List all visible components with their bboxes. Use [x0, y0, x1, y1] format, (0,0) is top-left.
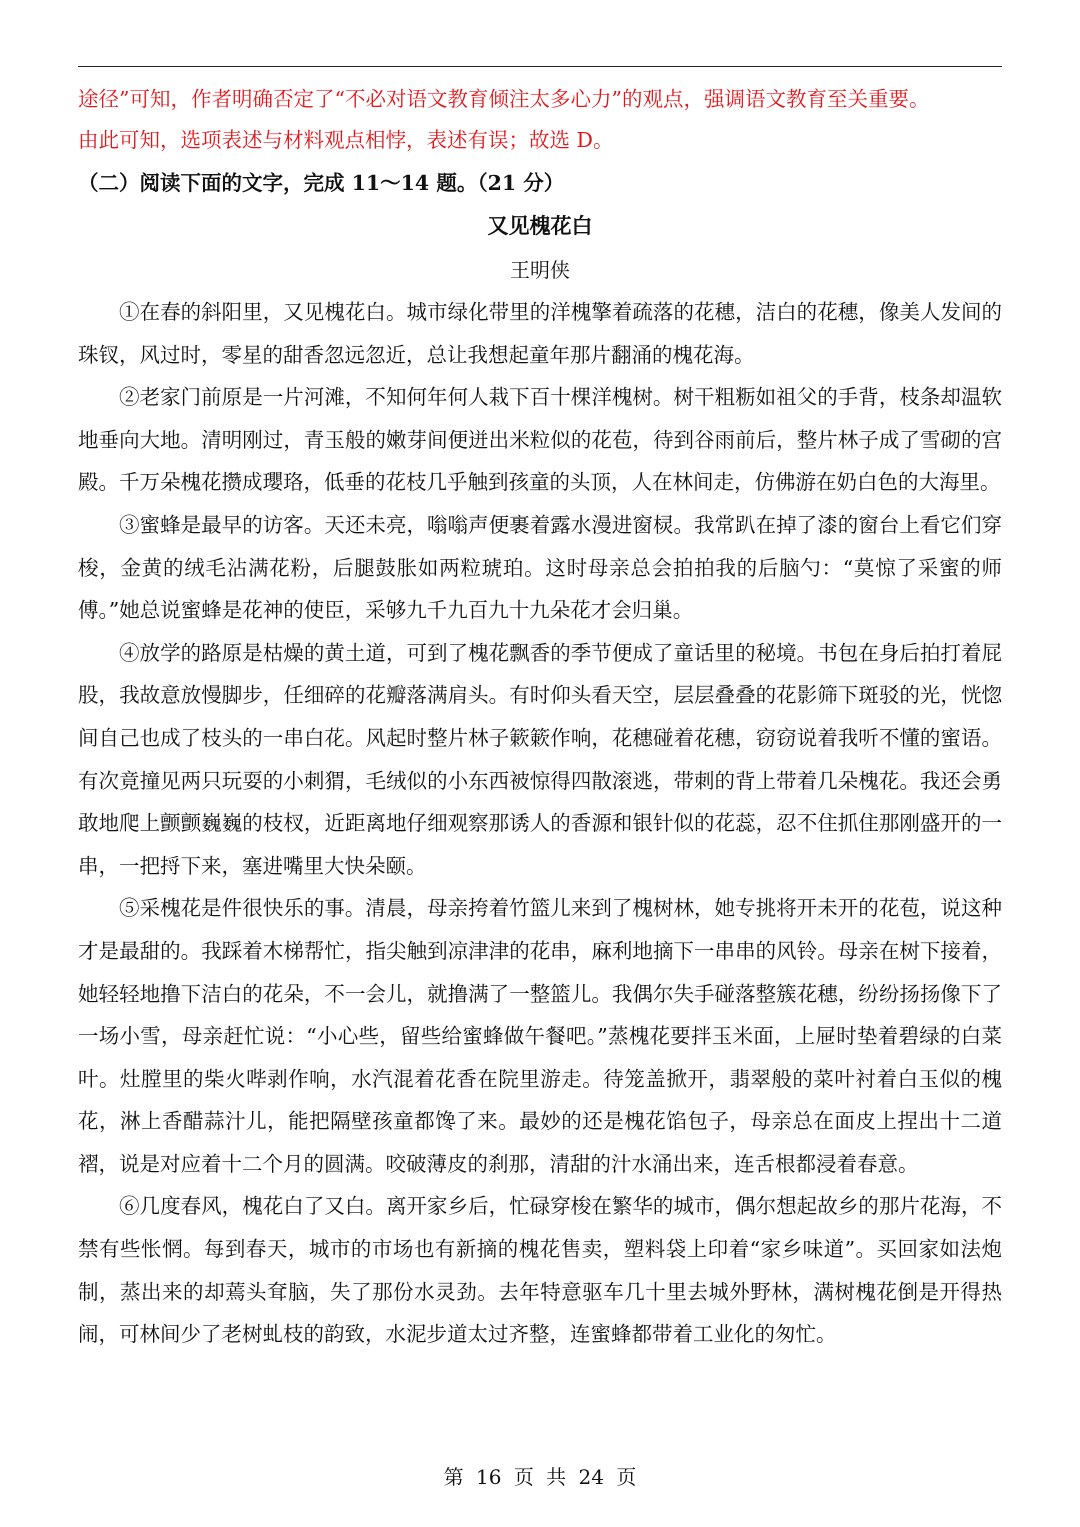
- page-number-footer: 第 16 页 共 24 页: [443, 1465, 637, 1489]
- top-divider: [78, 66, 1002, 67]
- paragraph-3: ③蜜蜂是最早的访客。天还未亮，嗡嗡声便裹着露水漫进窗棂。我常趴在掉了漆的窗台上看它们穿梭，金黄的绒毛沾满花粉，后腿鼓胀如两粒琥珀。这时母亲总会拍拍我的后脑勺：“莫惊了采蜜的师傅。”她总说蜜蜂是花神的使臣，采够九千九百九十九朵花才会归巢。: [78, 512, 1002, 623]
- answer-explanation-line-1: 途径”可知，作者明确否定了“不必对语文教育倾注太多心力”的观点，强调语文教育至关重要。: [78, 87, 930, 111]
- section-heading: （二）阅读下面的文字，完成 11～14 题。（21 分）: [78, 171, 565, 195]
- answer-explanation-line-2: 由此可知，选项表述与材料观点相悖，表述有误；故选 D。: [78, 128, 614, 152]
- paragraph-2: ②老家门前原是一片河滩，不知何年何人栽下百十棵洋槐树。树干粗粝如祖父的手背，枝条却温软地垂向大地。清明刚过，青玉般的嫩芽间便迸出米粒似的花苞，待到谷雨前后，整片林子成了雪砌的宫殿。千万朵槐花攒成瓔珞，低垂的花枝几乎触到孩童的头顶，人在林间走，仿佛游在奶白色的大海里。: [78, 385, 1002, 495]
- paragraph-4: ④放学的路原是枯燥的黄土道，可到了槐花飘香的季节便成了童话里的秘境。书包在身后拍打着屁股，我故意放慢脚步，任细碎的花瓣落满肩头。有时仰头看天空，层层叠叠的花影筛下斑驳的光，恍惚间自己也成了枝头的一串白花。风起时整片林子簌簌作响，花穗碰着花穗，窃窃说着我听不懂的蜜语。有次竟撞见两只玩耍的小刺猬，毛绒似的小东西被惊得四散滚逃，带刺的背上带着几朵槐花。我还会勇敢地爬上颤颤巍巍的枝杈，近距离地仔细观察那诱人的香源和银针似的花蕊，忍不住抓住那刚盛开的一串，一把捋下来，塞进嘴里大快朵颐。: [78, 640, 1002, 878]
- paragraph-6: ⑥几度春风，槐花白了又白。离开家乡后，忙碌穿梭在繁华的城市，偶尔想起故乡的那片花海，不禁有些怅惘。每到春天，城市的市场也有新摘的槐花售卖，塑料袋上印着“家乡味道”。买回家如法炮制，蒸出来的却蔫头耷脑，失了那份水灵劲。去年特意驱车几十里去城外野林，满树槐花倒是开得热闹，可林间少了老树虬枝的韵致，水泥步道太过齐整，连蜜蜂都带着工业化的匆忙。: [78, 1194, 1002, 1347]
- article-author: 王明侠: [510, 258, 570, 282]
- paragraph-5: ⑤采槐花是件很快乐的事。清晨，母亲挎着竹篮儿来到了槐树林，她专挑将开未开的花苞，说这种才是最甜的。我踩着木梯帮忙，指尖触到凉津津的花串，麻利地摘下一串串的风铃。母亲在树下接着，她轻轻地撸下洁白的花朵，不一会儿，就撸满了一整篮儿。我偶尔失手碰落整簇花穗，纷纷扬扬像下了一场小雪，母亲赶忙说：“小心些，留些给蜜蜂做午餐吧。”蒸槐花要拌玉米面，上屉时垫着碧绿的白菜叶。灶膛里的柴火哔剥作响，水汽混着花香在院里游走。待笼盖掀开，翡翠般的菜叶衬着白玉似的槐花，淋上香醋蒜汁儿，能把隔壁孩童都馋了来。最妙的还是槐花馅包子，母亲总在面皮上捏出十二道褶，说是对应着十二个月的圆满。咬破薄皮的刹那，清甜的汁水涌出来，连舌根都浸着春意。: [78, 896, 1002, 1176]
- article-title: 又见槐花白: [487, 213, 593, 238]
- paragraph-1: ①在春的斜阳里，又见槐花白。城市绿化带里的洋槐擎着疏落的花穗，洁白的花穗，像美人发间的珠钗，风过时，零星的甜香忽远忽近，总让我想起童年那片翻涌的槐花海。: [78, 300, 1002, 367]
- article-body: [78, 291, 1002, 1356]
